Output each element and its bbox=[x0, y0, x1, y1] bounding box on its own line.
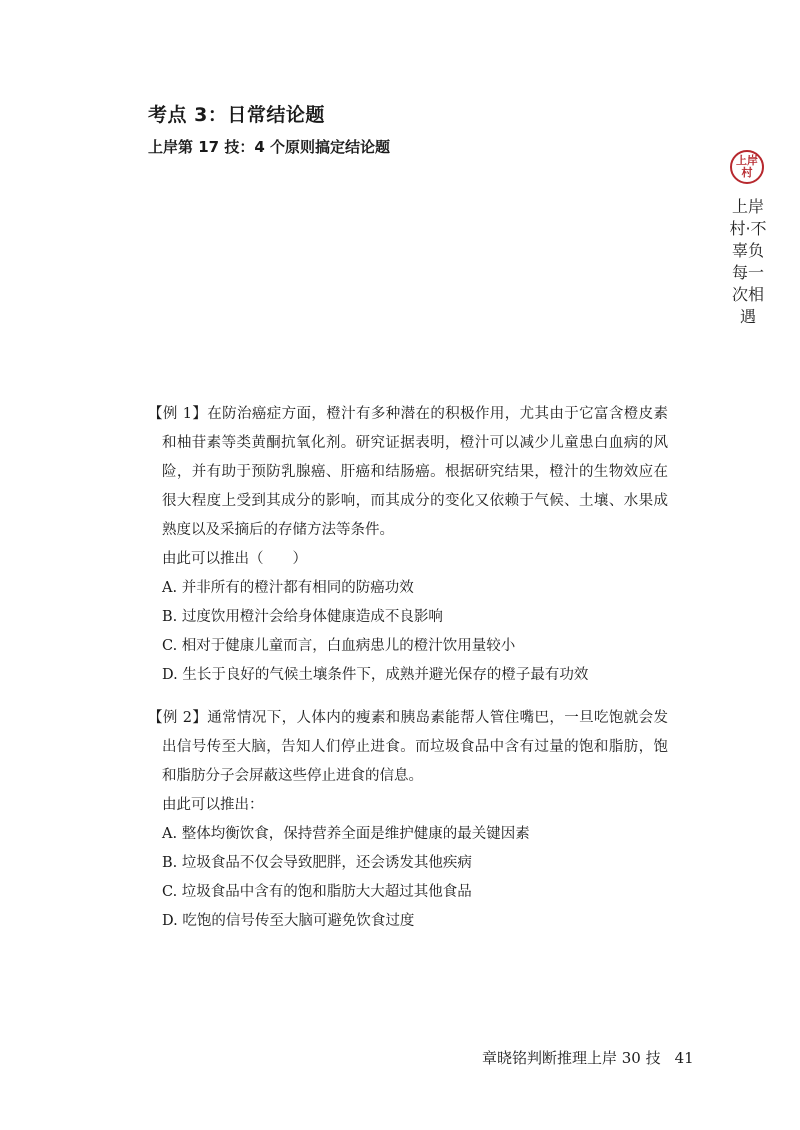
option-d: D. 生长于良好的气候土壤条件下，成熟并避光保存的橙子最有功效 bbox=[162, 667, 589, 683]
page-footer bbox=[482, 1047, 694, 1068]
option-d: D. 吃饱的信号传至大脑可避免饮食过度 bbox=[162, 913, 415, 929]
seal-bottom-text: 村 bbox=[741, 166, 753, 179]
question-stem: 由此可以推出： bbox=[162, 797, 264, 813]
seal-top-text: 上岸 bbox=[736, 154, 758, 167]
example-passage bbox=[148, 400, 668, 545]
example-tag: 【例 1】 bbox=[148, 406, 208, 422]
option-b: B. 过度饮用橙汁会给身体健康造成不良影响 bbox=[162, 609, 443, 625]
option-c: C. 垃圾食品中含有的饱和脂肪大大超过其他食品 bbox=[162, 884, 472, 900]
subsection-title: 上岸第 17 技：4 个原则搞定结论题 bbox=[148, 138, 390, 156]
question-stem: 由此可以推出（ ） bbox=[162, 551, 307, 567]
option-b: B. 垃圾食品不仅会导致肥胖，还会诱发其他疾病 bbox=[162, 855, 472, 871]
example-tag: 【例 2】 bbox=[148, 710, 208, 726]
example-2 bbox=[148, 704, 668, 936]
page-number: 41 bbox=[674, 1049, 694, 1067]
option-c: C. 相对于健康儿童而言，白血病患儿的橙汁饮用量较小 bbox=[162, 638, 516, 654]
section-title: 考点 3：日常结论题 bbox=[148, 104, 325, 126]
example-passage bbox=[148, 704, 668, 791]
book-title: 章晓铭判断推理上岸 30 技 bbox=[482, 1049, 661, 1067]
side-slogan: 上岸村·不辜负每一次相遇 bbox=[729, 197, 767, 326]
seal-logo bbox=[730, 150, 764, 184]
passage-text: 通常情况下，人体内的瘦素和胰岛素能帮人管住嘴巴，一旦吃饱就会发出信号传至大脑，告知人们停止进食。而垃圾食品中含有过量的饱和脂肪，饱和脂肪分子会屏蔽这些停止进食的信息。 bbox=[162, 710, 668, 784]
example-1 bbox=[148, 400, 668, 690]
side-brand bbox=[728, 150, 768, 328]
option-a: A. 整体均衡饮食，保持营养全面是维护健康的最关键因素 bbox=[162, 826, 530, 842]
option-a: A. 并非所有的橙汁都有相同的防癌功效 bbox=[162, 580, 414, 596]
passage-text: 在防治癌症方面，橙汁有多种潜在的积极作用，尤其由于它富含橙皮素和柚苷素等类黄酮抗氧化剂。研究证据表明，橙汁可以减少儿童患白血病的风险，并有助于预防乳腺癌、肝癌和结肠癌。根据研究结果，橙汁的生物效应在很大程度上受到其成分的影响，而其成分的变化又依赖于气候、土壤、水果成熟度以及采摘后的存储方法等条件。 bbox=[162, 406, 668, 538]
